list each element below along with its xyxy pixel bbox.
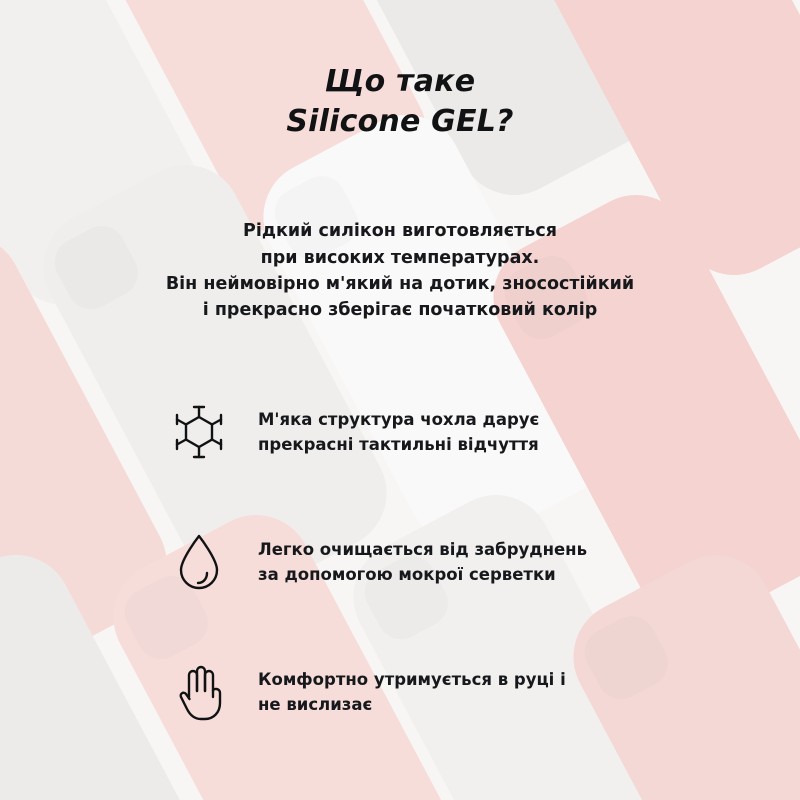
intro-line: при високих температурах. (260, 247, 540, 268)
headline-line-1: Що таке (324, 64, 476, 99)
feature-item (62, 531, 738, 593)
page-title (62, 62, 738, 142)
feature-text (258, 407, 539, 458)
feature-item (62, 401, 738, 463)
headline-line-2: Silicone GEL? (286, 104, 514, 140)
hand-icon (168, 661, 230, 723)
feature-line: прекрасні тактильні відчуття (258, 435, 539, 455)
intro-line: Він неймовірно м'який на дотик, зносостійкий (165, 273, 635, 294)
intro-paragraph (62, 218, 738, 323)
feature-item (62, 661, 738, 723)
feature-line: Легко очищається від забруднень (258, 539, 588, 559)
feature-line: за допомогою мокрої серветки (258, 565, 556, 585)
intro-line: і прекрасно зберігає початковий колір (202, 300, 598, 321)
feature-list (62, 401, 738, 723)
feature-line: М'яка структура чохла дарує (258, 409, 540, 429)
molecule-icon (168, 401, 230, 463)
feature-text (258, 667, 566, 718)
intro-line: Рідкий силікон виготовляється (243, 221, 557, 242)
water-drop-icon (168, 531, 230, 593)
feature-text (258, 537, 587, 588)
feature-line: Комфортно утримується в руці і (258, 669, 566, 689)
feature-line: не вислизає (258, 695, 373, 715)
